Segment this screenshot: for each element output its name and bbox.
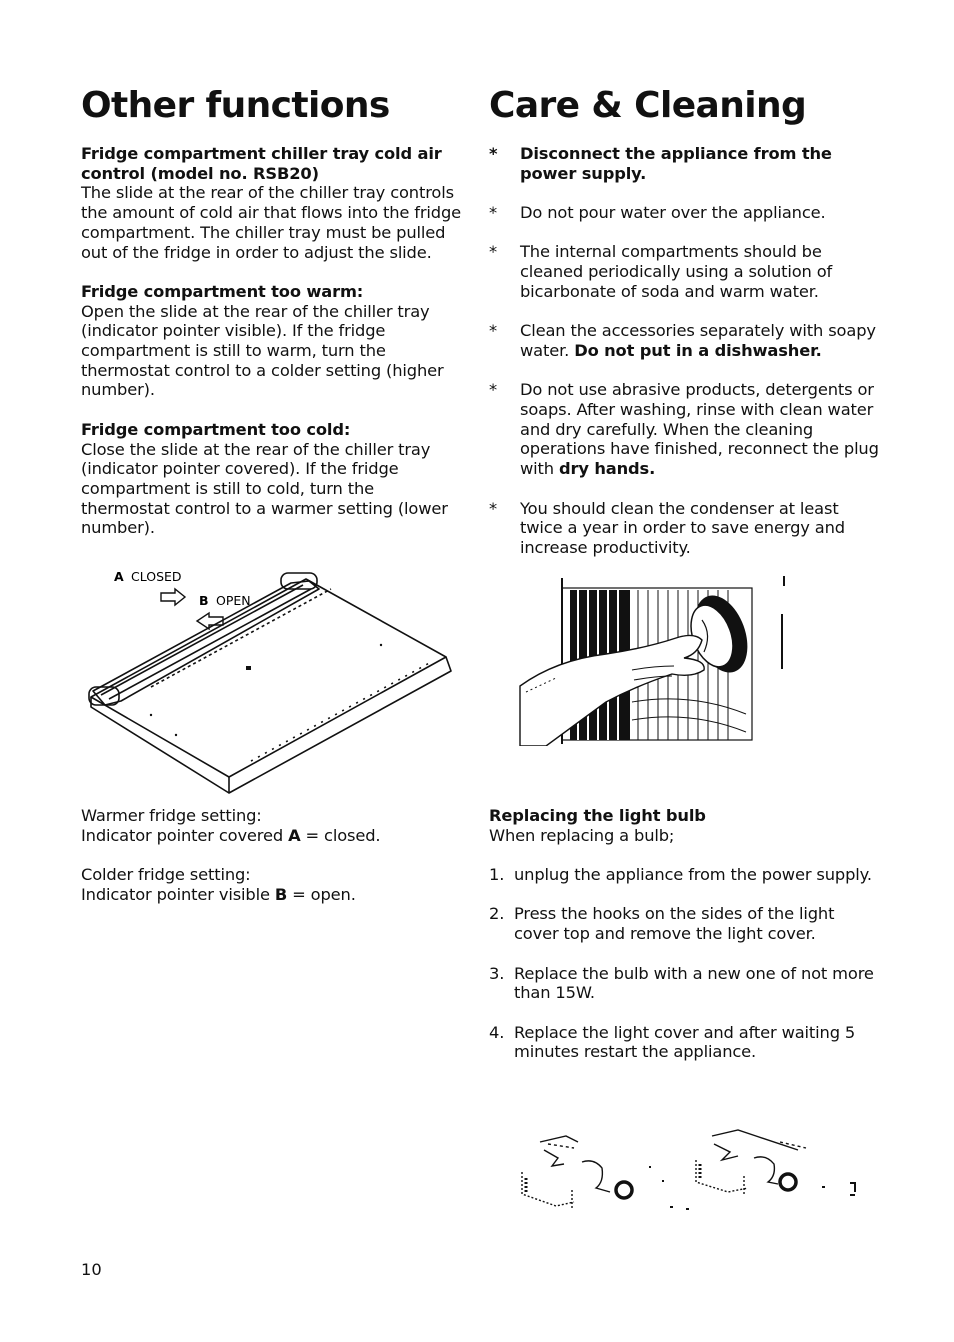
warmer-desc-suffix: = closed. bbox=[300, 825, 381, 845]
step-number: 2. bbox=[489, 904, 505, 924]
chiller-tray-text: The slide at the rear of the chiller tray controls the amount of cold air that flows into the fridge compartment. The chiller tray must be pulled out of the fridge in order to adjust the slide. bbox=[81, 183, 462, 262]
bullet-text-main: Do not use abrasive products, detergents or soaps. After washing, rinse with clean water and dry carefully. When the cleaning operations have finished, reconnect the plug with bbox=[520, 380, 879, 479]
too-warm-text: Open the slide at the rear of the chiller tray (indicator pointer visible). If the fridge compartment is still to warm, turn the thermostat control to a colder setting (higher number). bbox=[81, 301, 444, 400]
step-text: unplug the appliance from the power supply. bbox=[514, 865, 872, 885]
bullet-text-main: Clean the accessories separately with soapy water. bbox=[520, 321, 876, 360]
label-a-text: CLOSED bbox=[131, 569, 182, 584]
bullet-text-bold: Do not put in a dishwasher. bbox=[574, 340, 822, 360]
warmer-setting-title: Warmer fridge setting: bbox=[81, 806, 262, 825]
chiller-tray-heading: Fridge compartment chiller tray cold air control (model no. RSB20) bbox=[81, 144, 442, 183]
warmer-desc-text: Indicator pointer covered bbox=[81, 825, 289, 845]
too-cold-section bbox=[81, 420, 466, 538]
light-bulb-intro: When replacing a bulb; bbox=[489, 825, 675, 845]
too-cold-text: Close the slide at the rear of the chiller tray (indicator pointer covered). If the fridge compartment is still to cold, turn the thermostat control to a warmer setting (lower number). bbox=[81, 439, 448, 538]
list-item bbox=[489, 865, 879, 885]
step-text: Replace the bulb with a new one of not more than 15W. bbox=[514, 963, 874, 1003]
list-item bbox=[489, 499, 879, 558]
bullet-text-main: You should clean the condenser at least twice a year in order to save energy and increase productivity. bbox=[520, 498, 845, 557]
list-item bbox=[489, 964, 879, 1003]
bulb-left-icon bbox=[616, 1182, 632, 1198]
label-b-letter: B bbox=[199, 593, 209, 608]
light-cover-right-drawing bbox=[696, 1130, 806, 1196]
colder-setting bbox=[81, 865, 466, 904]
list-item bbox=[489, 904, 879, 943]
tray-settings bbox=[81, 806, 466, 924]
step-number: 1. bbox=[489, 865, 505, 885]
light-cover-illustration bbox=[516, 1128, 866, 1218]
closed-arrow-icon bbox=[161, 589, 185, 605]
light-cover-left-drawing bbox=[522, 1136, 610, 1210]
light-bulb-section bbox=[489, 806, 879, 1082]
list-item bbox=[489, 321, 879, 360]
cleaning-bullets bbox=[489, 144, 879, 558]
too-warm-section bbox=[81, 282, 466, 400]
cleaning-illustration bbox=[516, 574, 791, 746]
bullet-text bbox=[520, 380, 879, 479]
colder-desc-letter: B bbox=[274, 884, 288, 904]
warmer-desc-letter: A bbox=[288, 825, 301, 845]
warmer-setting-desc bbox=[81, 826, 466, 846]
bullet-text-main: The internal compartments should be cleaned periodically using a solution of bicarbonate of soda and warm water. bbox=[520, 242, 833, 301]
colder-setting-title: Colder fridge setting: bbox=[81, 865, 251, 885]
bullet-text bbox=[520, 321, 879, 360]
step-text: Replace the light cover and after waiting 5 minutes restart the appliance. bbox=[514, 1022, 856, 1062]
list-item bbox=[489, 1023, 879, 1062]
bullet-star: * bbox=[489, 203, 497, 223]
other-functions-column bbox=[81, 84, 466, 558]
label-b-text: OPEN bbox=[216, 593, 251, 608]
bullet-star: * bbox=[489, 242, 497, 262]
list-item bbox=[489, 203, 879, 223]
warmer-setting bbox=[81, 806, 466, 845]
too-cold-heading: Fridge compartment too cold: bbox=[81, 419, 351, 439]
colder-desc-suffix: = open. bbox=[287, 884, 356, 904]
other-functions-title: Other functions bbox=[81, 85, 390, 126]
colder-setting-desc bbox=[81, 885, 466, 905]
list-item bbox=[489, 144, 879, 183]
bullet-star: * bbox=[489, 380, 497, 400]
bullet-text-bold: dry hands. bbox=[558, 459, 656, 479]
bullet-text bbox=[520, 499, 879, 558]
label-a-letter: A bbox=[114, 569, 124, 584]
colder-desc-text: Indicator pointer visible bbox=[81, 884, 275, 904]
list-item bbox=[489, 380, 879, 479]
bullet-text bbox=[520, 144, 879, 183]
step-text: Press the hooks on the sides of the light cover top and remove the light cover. bbox=[514, 904, 835, 944]
list-item bbox=[489, 242, 879, 301]
care-cleaning-column bbox=[489, 84, 879, 577]
bullet-text bbox=[520, 242, 879, 301]
tray-drawing bbox=[89, 573, 451, 793]
too-warm-heading: Fridge compartment too warm: bbox=[81, 281, 364, 301]
bullet-star: * bbox=[489, 498, 497, 518]
step-number: 4. bbox=[489, 1022, 505, 1042]
bullet-text-main: Disconnect the appliance from the power supply. bbox=[520, 144, 832, 183]
bullet-star: * bbox=[489, 321, 497, 341]
light-bulb-heading: Replacing the light bulb bbox=[489, 806, 706, 825]
chiller-tray-illustration bbox=[81, 565, 461, 800]
bullet-text bbox=[520, 203, 879, 223]
chiller-tray-section bbox=[81, 144, 466, 262]
page-number: 10 bbox=[81, 1260, 102, 1279]
bulb-right-icon bbox=[780, 1174, 796, 1190]
step-number: 3. bbox=[489, 963, 505, 983]
care-cleaning-title: Care & Cleaning bbox=[489, 85, 807, 126]
bullet-star: * bbox=[489, 144, 498, 163]
light-bulb-steps bbox=[489, 865, 879, 1062]
bullet-text-main: Do not pour water over the appliance. bbox=[520, 203, 826, 223]
